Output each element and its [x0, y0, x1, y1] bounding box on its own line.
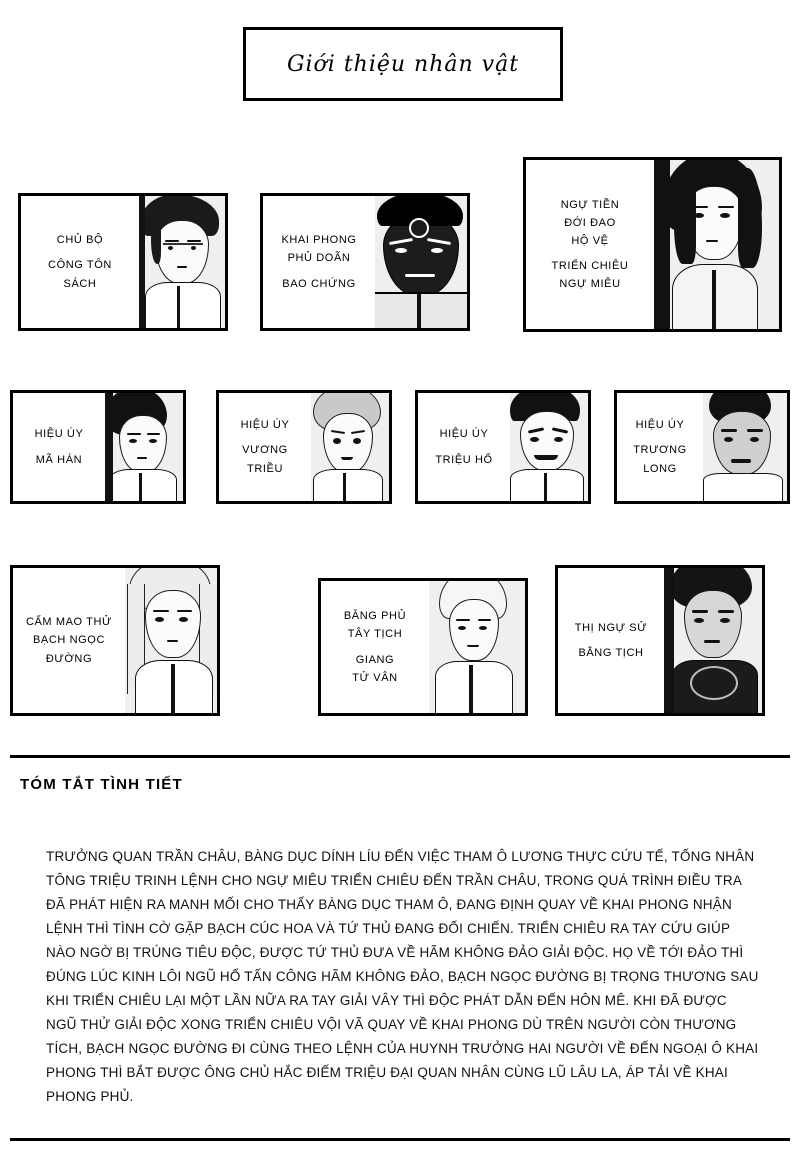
label-line: CẨM MAO THỬ [25, 616, 113, 629]
label-line: HIỆU ÚY [240, 419, 290, 432]
label-line: HIỆU ÚY [34, 428, 84, 441]
label-line: TRIỂN CHIÊU [551, 260, 629, 273]
character-label-giang-tu-van [321, 581, 429, 713]
divider-bottom [10, 1138, 790, 1141]
label-line: KHAI PHONG [281, 234, 357, 247]
label-line: SÁCH [63, 277, 97, 290]
character-label-vuong-trieu [219, 393, 311, 501]
character-label-trien-chieu [526, 160, 654, 329]
character-label-cong-ton-sach [21, 196, 139, 328]
character-card-trieu-ho [415, 390, 591, 504]
label-line: PHỦ DOÃN [287, 252, 351, 265]
label-line: CHỦ BỘ [56, 234, 104, 247]
label-line: CÔNG TÔN [48, 259, 112, 272]
character-portrait-bach-ngoc-duong [125, 568, 217, 713]
character-portrait-bang-tich [664, 568, 762, 713]
label-line: TÂY TỊCH [347, 628, 403, 641]
character-label-bang-tich [558, 568, 664, 713]
character-card-giang-tu-van [318, 578, 528, 716]
character-card-trien-chieu [523, 157, 782, 332]
label-line: NGỰ TIỀN [560, 198, 620, 211]
label-line: VƯƠNG [242, 444, 288, 457]
character-card-truong-long [614, 390, 790, 504]
character-portrait-vuong-trieu [311, 393, 389, 501]
label-line: ĐƯỜNG [45, 652, 93, 665]
character-card-bao-chung [260, 193, 470, 331]
character-portrait-cong-ton-sach [139, 196, 225, 328]
character-card-cong-ton-sach [18, 193, 228, 331]
character-card-vuong-trieu [216, 390, 392, 504]
page-title-box [243, 27, 563, 101]
label-line: LONG [643, 462, 677, 475]
character-label-bao-chung [263, 196, 375, 328]
character-portrait-giang-tu-van [429, 581, 525, 713]
label-line: NGỰ MIÊU [559, 278, 621, 291]
label-line: MÃ HÁN [35, 453, 83, 466]
character-portrait-trieu-ho [510, 393, 588, 501]
label-line: HIỆU ÚY [635, 419, 685, 432]
character-portrait-truong-long [703, 393, 787, 501]
character-label-truong-long [617, 393, 703, 501]
character-card-ma-han [10, 390, 186, 504]
label-line: TRƯƠNG [633, 444, 687, 457]
label-line: TRIỀU [247, 462, 283, 475]
character-card-bang-tich [555, 565, 765, 716]
character-portrait-trien-chieu [654, 160, 779, 329]
label-line: BAO CHỨNG [282, 277, 356, 290]
label-line: BẰNG TỊCH [578, 647, 644, 659]
summary-heading: TÓM TẮT TÌNH TIẾT [20, 776, 183, 793]
label-line: BĂNG PHỦ [343, 610, 407, 623]
summary-body: TRƯỞNG QUAN TRẦN CHÂU, BÀNG DỤC DÍNH LÍU ĐẾN VIỆC THAM Ô LƯƠNG THỰC CỨU TẾ, TỐNG NHÂN TÔNG TRIỆU TRINH LỆNH CHO NGỰ MIÊU TRIỂN CHIÊU ĐẾN TRẦN CHÂU, TRONG QUÁ TRÌNH ĐIỀU TRA ĐÃ PHÁT HIỆN RA MANH MỐI CHO THẤY BÀNG DỤC THAM Ô, ĐANG ĐỊNH QUAY VỀ KHAI PHONG NHẬN LỆNH THÌ TÌNH CỜ GẶP BẠCH CÚC HOA VÀ TỨ THỦ ĐANG ĐỐI CHIẾN. TRIỂN CHIÊU RA TAY CỨU GIÚP NÀO NGỜ BỊ TRÚNG TIÊU ĐỘC, ĐƯỢC TỨ THỦ ĐƯA VỀ HÃM KHÔNG ĐẢO GIẢI ĐỘC. HỌ VỀ TỚI ĐẢO THÌ ĐÚNG LÚC KINH LÔI NGŨ HỔ TẤN CÔNG HÃM KHÔNG ĐẢO, BẠCH NGỌC ĐƯỜNG BỊ TRỌNG THƯƠNG SAU KHI TRIỂN CHIÊU LẠI MỘT LẦN NỮA RA TAY GIẢI VÂY THÌ ĐỘC PHÁT DẪN ĐẾN HÔN MÊ. KHI ĐÃ ĐƯỢC NGŨ THỬ GIẢI ĐỘC XONG TRIỂN CHIÊU VỘI VÃ QUAY VỀ KHAI PHONG DÙ TRÊN NGƯỜI CÒN THƯƠNG TÍCH, BẠCH NGỌC ĐƯỜNG ĐI CÙNG THEO LỆNH CỦA HUYNH TRƯỞNG HAI NGƯỜI VỀ ĐẾN NGOẠI Ô KHAI PHONG THÌ BẮT ĐƯỢC ÔNG CHỦ HẮC ĐIẾM TRIỆU ĐẠI QUAN NHÂN CÙNG LŨ LÂU LA, ÁP TẢI VỀ KHAI PHONG PHỦ. [46, 849, 759, 1104]
character-portrait-bao-chung [375, 196, 467, 328]
divider-top [10, 755, 790, 758]
label-line: ĐỚI ĐAO [564, 216, 616, 229]
page-title: Giới thiệu nhân vật [286, 51, 520, 77]
label-line: THỊ NGỰ SỬ [574, 621, 648, 634]
label-line: BẠCH NGỌC [32, 634, 106, 647]
label-line: TRIỆU HỔ [435, 453, 493, 466]
character-portrait-ma-han [105, 393, 183, 501]
character-label-trieu-ho [418, 393, 510, 501]
label-line: HỘ VỆ [571, 234, 609, 247]
character-label-bach-ngoc-duong [13, 568, 125, 713]
label-line: HIỆU ÚY [439, 428, 489, 441]
label-line: GIANG [355, 653, 395, 666]
character-label-ma-han [13, 393, 105, 501]
label-line: TỬ VÂN [352, 671, 398, 684]
character-card-bach-ngoc-duong [10, 565, 220, 716]
